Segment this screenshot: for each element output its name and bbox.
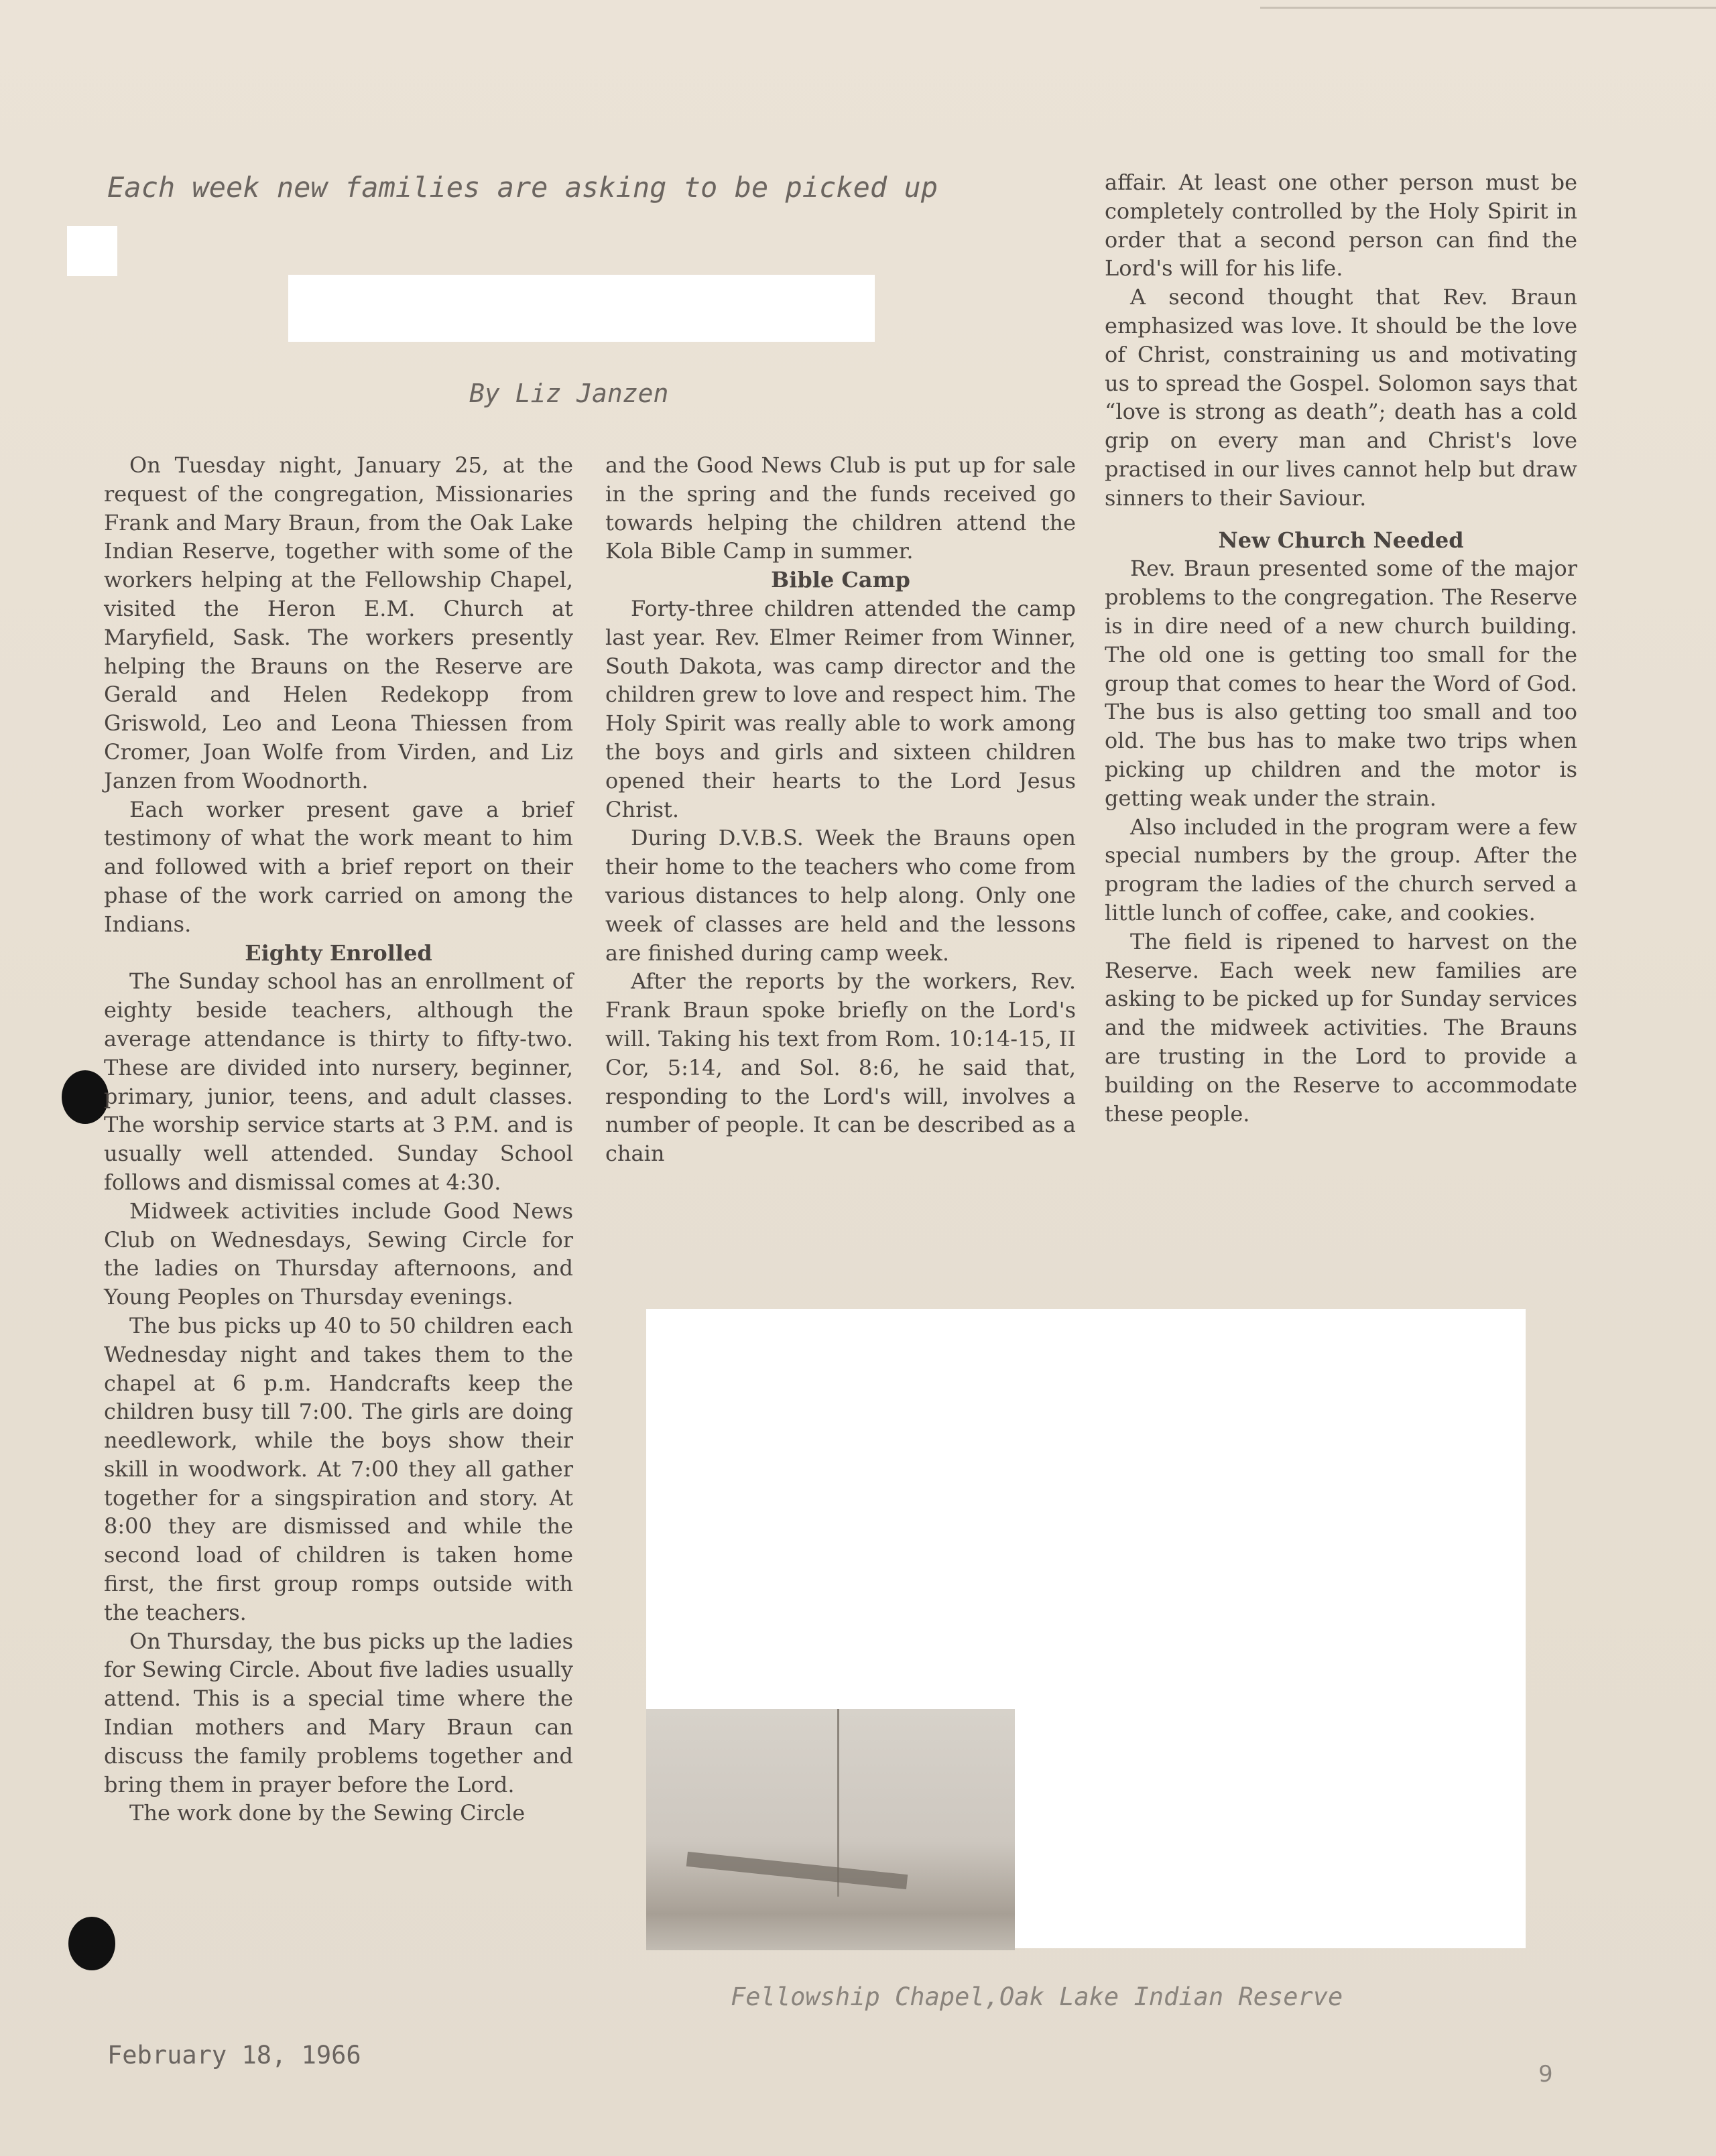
photo-roofline <box>686 1852 908 1889</box>
paragraph: On Thursday, the bus picks up the ladies for Sewing Circle. About five ladies usually attend. This is a special time where the Indian mothers and Mary Braun can discuss the family problems together and bring them in prayer before the Lord. <box>104 1628 573 1797</box>
redaction-box-title <box>288 275 875 342</box>
paragraph: The field is ripened to harvest on the Reserve. Each week new families are asking to be picked up for Sunday services and the midweek activities. The Brauns are trusting in the Lord to provide a building on the Reserve to accommodate these people. <box>1105 928 1577 1127</box>
article-column-2 <box>605 451 1076 1168</box>
paragraph: The bus picks up 40 to 50 children each Wednesday night and takes them to the chapel at 6 p.m. Handcrafts keep the children busy till 7:00. The girls are doing needlework, while the boys show their skill in woodwork. At 7:00 they all gather together for a singspiration and story. At 8:00 they are dismissed and while the second load of children is taken home first, the first group romps outside with the teachers. <box>104 1312 573 1625</box>
paragraph: During D.V.B.S. Week the Brauns open their home to the teachers who come from various distances to help along. Only one week of classes are held and the lessons are finished during camp week. <box>605 825 1076 966</box>
punch-hole-lower <box>68 1917 115 1970</box>
paragraph: Forty-three children attended the camp last year. Rev. Elmer Reimer from Winner, South Dakota, was camp director and the children grew to love and respect him. The Holy Spirit was really able to work among the boys and girls and sixteen children opened their hearts to the Lord Jesus Christ. <box>605 595 1076 822</box>
article-column-3 <box>1105 168 1577 1128</box>
redaction-box-photo-top <box>646 1309 1526 1709</box>
paragraph: Each worker present gave a brief testimony of what the work meant to him and followed with a brief report on their phase of the work carried on among the Indians. <box>104 796 573 937</box>
page-number: 9 <box>1538 2061 1553 2088</box>
paragraph: A second thought that Rev. Braun emphasized was love. It should be the love of Christ, constraining us and motivating us to spread the Gospel. Solomon says that “love is strong as death”; death has a cold grip on every man and Christ's love practised in our lives cannot help but draw sinners to their Saviour. <box>1105 284 1577 511</box>
paragraph: Midweek activities include Good News Club on Wednesdays, Sewing Circle for the ladies on Thursday afternoons, and Young Peoples on Thursday evenings. <box>104 1198 573 1310</box>
paragraph: Also included in the program were a few special numbers by the group. After the program the ladies of the church served a little lunch of coffee, cake, and cookies. <box>1105 814 1577 926</box>
byline: By Liz Janzen <box>469 379 669 408</box>
chapel-photo <box>646 1709 1015 1950</box>
paragraph: On Tuesday night, January 25, at the request of the congregation, Missionaries Frank and Mary Braun, from the Oak Lake Indian Reserve, together with some of the workers helping at the Fellowship Chapel, visited the Heron E.M. Church at Maryfield, Sask. The workers presently helping the Brauns on the Reserve are Gerald and Helen Redekopp from Griswold, Leo and Leona Thiessen from Cromer, Joan Wolfe from Virden, and Liz Janzen from Woodnorth. <box>104 452 573 794</box>
paragraph: Rev. Braun presented some of the major problems to the congregation. The Reserve is in dire need of a new church building. The old one is getting too small for the group that comes to hear the Word of God. The bus is also getting too small and too old. The bus has to make two trips when picking up children and the motor is getting weak under the strain. <box>1105 556 1577 811</box>
paragraph: The work done by the Sewing Circle <box>129 1800 526 1826</box>
redaction-box-small <box>67 226 117 276</box>
section-heading: Eighty Enrolled <box>245 940 432 966</box>
paragraph: and the Good News Club is put up for sale in the spring and the funds received go towards helping the children attend the Kola Bible Camp in summer. <box>605 452 1076 564</box>
header-caption: Each week new families are asking to be picked up <box>107 171 938 204</box>
paragraph: affair. At least one other person must be completely controlled by the Holy Spirit in order that a second person can find the Lord's will for his life. <box>1105 170 1577 281</box>
section-heading: New Church Needed <box>1218 527 1464 553</box>
article-column-1 <box>104 451 573 1828</box>
paragraph: The Sunday school has an enrollment of eighty beside teachers, although the average attendance is thirty to fifty-two. These are divided into nursery, beginner, primary, junior, teens, and adult classes. The worship service starts at 3 P.M. and is usually well attended. Sunday School follows and dismissal comes at 4:30. <box>104 968 573 1195</box>
punch-hole-upper <box>62 1070 109 1124</box>
section-heading: Bible Camp <box>771 567 910 593</box>
photo-caption: Fellowship Chapel,Oak Lake Indian Reserve <box>731 1982 1343 2011</box>
issue-date: February 18, 1966 <box>107 2041 361 2070</box>
redaction-box-photo-right <box>1015 1709 1526 1948</box>
paragraph: After the reports by the workers, Rev. Frank Braun spoke briefly on the Lord's will. Taking his text from Rom. 10:14-15, II Cor, 5:14, and Sol. 8:6, he said that, responding to the Lord's will, involves a number of people. It can be described as a chain <box>605 968 1076 1167</box>
top-edge-line <box>1260 0 1716 9</box>
